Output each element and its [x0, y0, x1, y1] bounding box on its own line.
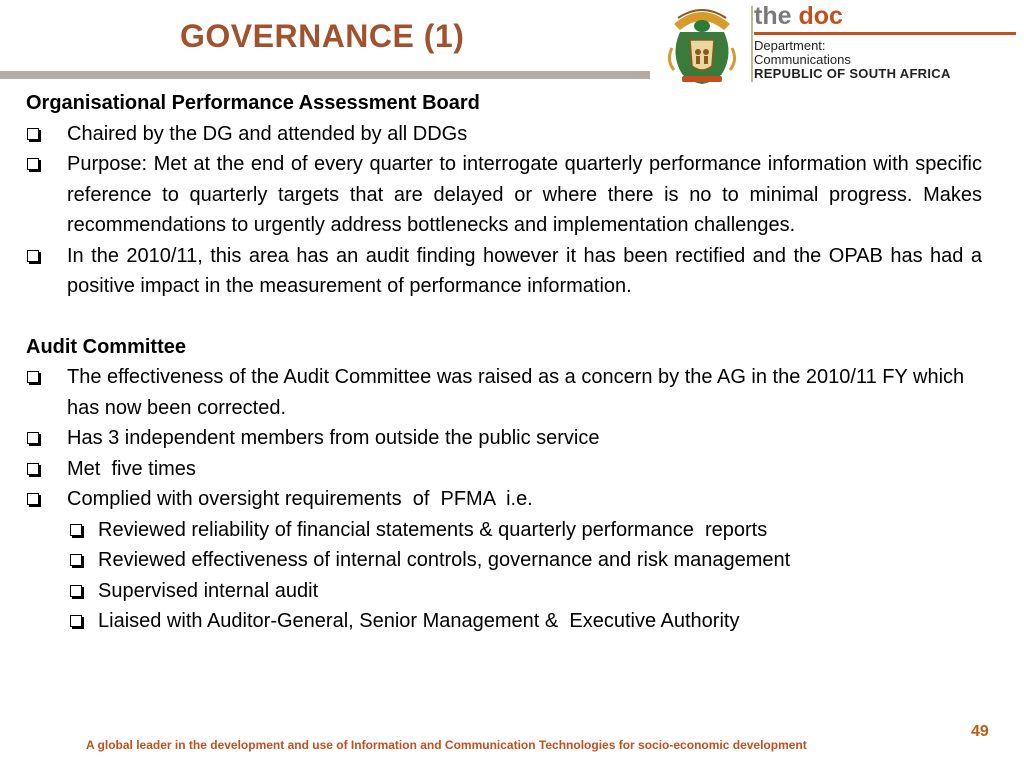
list-item: Chaired by the DG and attended by all DDGs — [26, 119, 982, 150]
section-spacer — [26, 302, 982, 332]
list-item: Purpose: Met at the end of every quarter to interrogate quarterly performance information with specific reference to quarterly targets that are delayed or where there is no to minimal progress. Makes recommendations to urgently address bottlenecks and implementation challenges. — [26, 149, 982, 241]
footer-tagline: A global leader in the development and use of Information and Communication Technologies for socio-economic development — [86, 738, 807, 752]
sub-list-item: Supervised internal audit — [26, 576, 982, 607]
department-logo — [652, 0, 1024, 92]
list-item: In the 2010/11, this area has an audit finding however it has been rectified and the OPAB has had a positive impact in the measurement of performance information. — [26, 241, 982, 302]
coat-of-arms-icon — [660, 4, 744, 86]
slide-body — [26, 88, 982, 637]
checkbox-bullet-icon — [27, 158, 39, 170]
brand-name — [754, 2, 843, 31]
dept-line-2: Communications — [754, 52, 851, 67]
list-item: Met five times — [26, 454, 982, 485]
title-divider — [0, 71, 650, 79]
list-item: Complied with oversight requirements of PFMA i.e. — [26, 484, 982, 515]
brand-doc: doc — [798, 2, 843, 30]
checkbox-bullet-icon — [70, 554, 82, 566]
page-number: 49 — [971, 723, 989, 740]
checkbox-bullet-icon — [70, 615, 82, 627]
list-item: Has 3 independent members from outside the public service — [26, 423, 982, 454]
sub-list-item: Reviewed effectiveness of internal controls, governance and risk management — [26, 545, 982, 576]
checkbox-bullet-icon — [27, 493, 39, 505]
slide-title: GOVERNANCE (1) — [180, 18, 465, 54]
section-heading-opab: Organisational Performance Assessment Board — [26, 92, 480, 114]
dept-line-3: REPUBLIC OF SOUTH AFRICA — [754, 66, 951, 81]
logo-divider — [751, 6, 753, 82]
brand-underline — [754, 32, 1016, 35]
checkbox-bullet-icon — [27, 371, 39, 383]
sub-list-item: Reviewed reliability of financial statements & quarterly performance reports — [26, 515, 982, 546]
checkbox-bullet-icon — [27, 432, 39, 444]
checkbox-bullet-icon — [70, 524, 82, 536]
dept-line-1: Department: — [754, 38, 826, 53]
section-heading-audit: Audit Committee — [26, 335, 186, 358]
department-label — [754, 39, 951, 81]
list-item: The effectiveness of the Audit Committee was raised as a concern by the AG in the 2010/11 FY which has now been corrected. — [26, 362, 982, 423]
checkbox-bullet-icon — [27, 250, 39, 262]
checkbox-bullet-icon — [27, 128, 39, 140]
checkbox-bullet-icon — [27, 463, 39, 475]
checkbox-bullet-icon — [70, 585, 82, 597]
sub-list-item: Liaised with Auditor-General, Senior Management & Executive Authority — [26, 606, 982, 637]
brand-prefix: the — [754, 2, 799, 30]
